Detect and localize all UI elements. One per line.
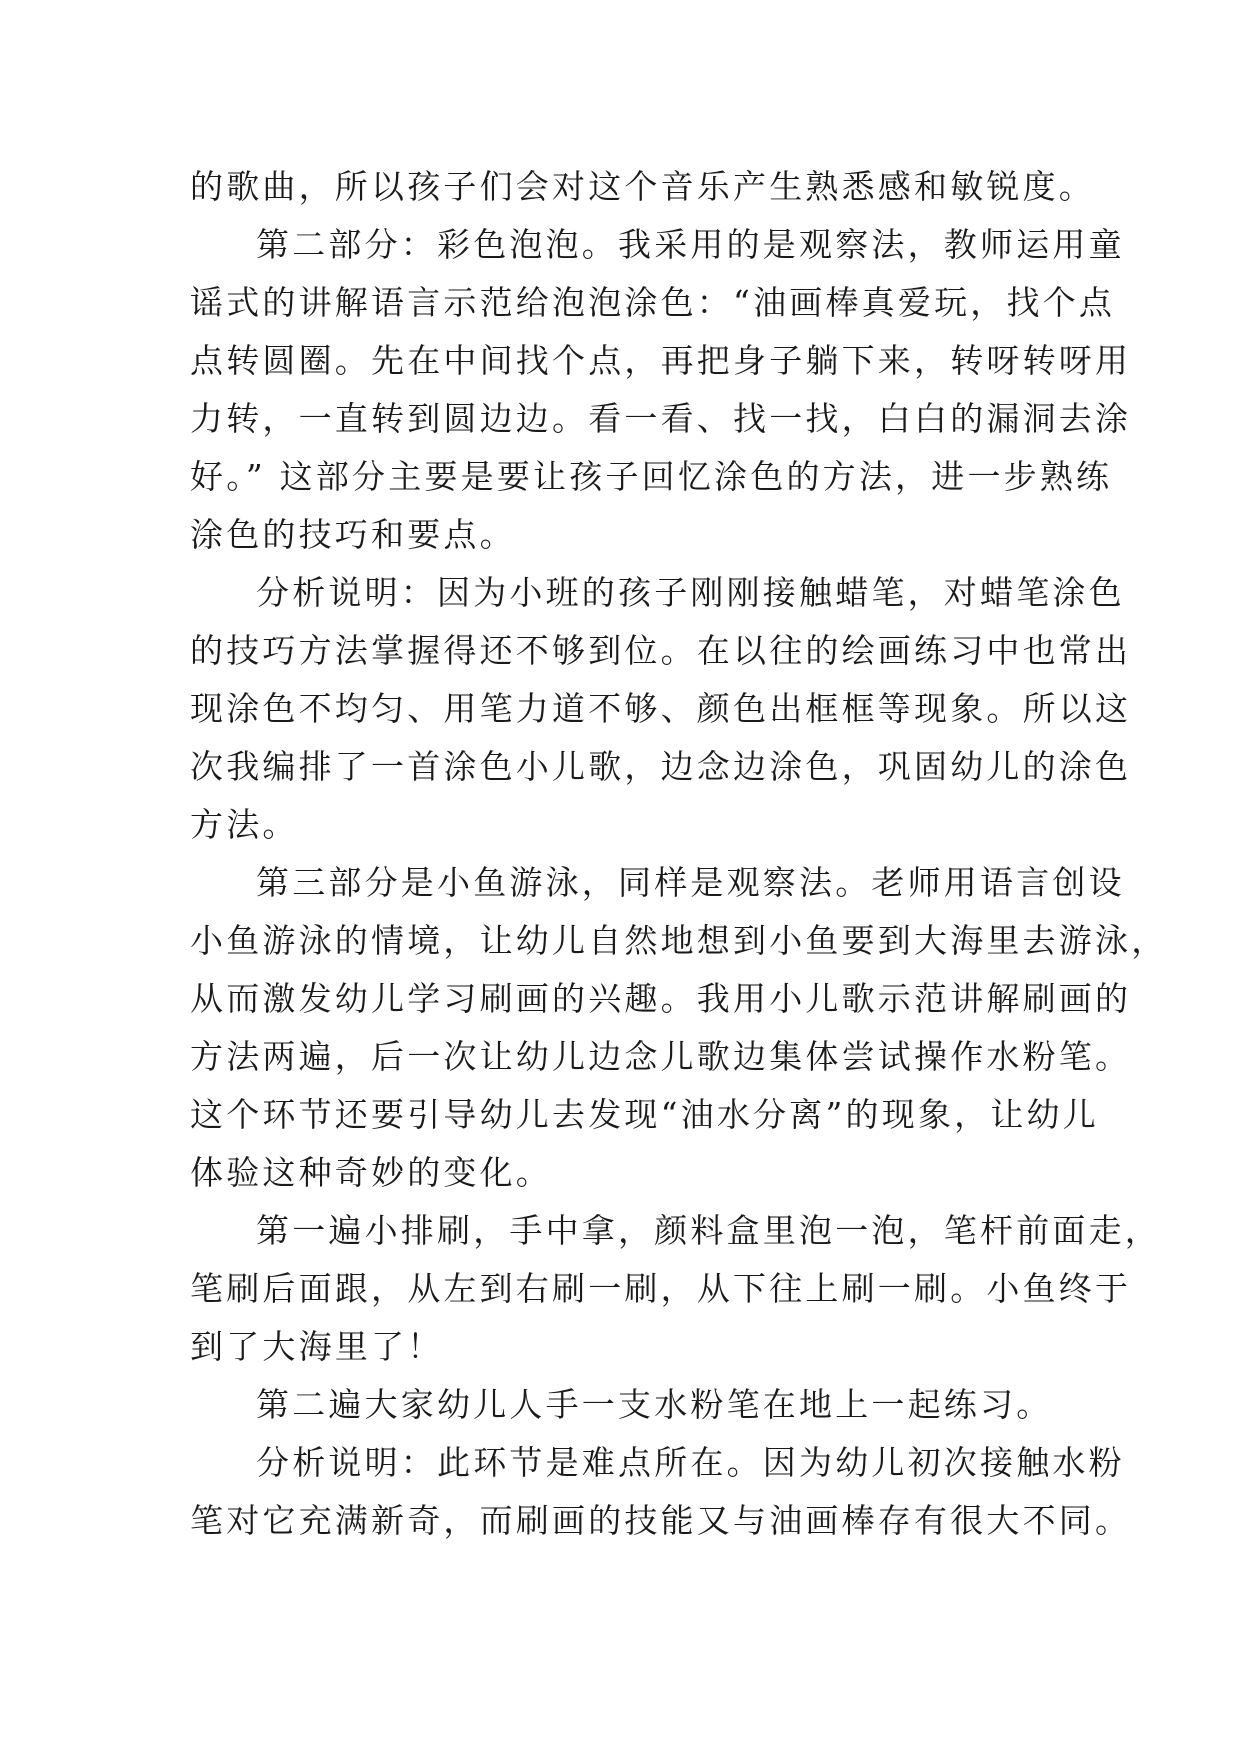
text-line: 这个环节还要引导幼儿去发现“油水分离”的现象，让幼儿: [190, 1095, 1099, 1134]
text-line: 次我编排了一首涂色小儿歌，边念边涂色，巩固幼儿的涂色: [190, 747, 1132, 786]
text-line: 涂色的技巧和要点。: [190, 515, 516, 554]
text-line: 谣式的讲解语言示范给泡泡涂色：“油画棒真爱玩，找个点: [190, 283, 1116, 322]
paragraph-start-line: 第三部分是小鱼游泳，同样是观察法。老师用语言创设: [256, 863, 1125, 902]
paragraph-start-line: 第二遍大家幼儿人手一支水粉笔在地上一起练习。: [256, 1385, 1053, 1424]
body-text: [190, 158, 1168, 1550]
text-line: 力转，一直转到圆边边。看一看、找一找，白白的漏洞去涂: [190, 399, 1132, 438]
text-line: 到了大海里了！: [190, 1327, 444, 1366]
text-line: 方法。: [190, 805, 299, 844]
paragraph-start-line: 分析说明：此环节是难点所在。因为幼儿初次接触水粉: [256, 1443, 1125, 1482]
text-line: 从而激发幼儿学习刷画的兴趣。我用小儿歌示范讲解刷画的: [190, 979, 1132, 1018]
text-line: 体验这种奇妙的变化。: [190, 1153, 552, 1192]
text-line: 笔对它充满新奇，而刷画的技能又与油画棒存有很大不同。: [190, 1501, 1132, 1540]
text-line: 小鱼游泳的情境，让幼儿自然地想到小鱼要到大海里去游泳，: [190, 921, 1168, 960]
text-line: 的歌曲，所以孩子们会对这个音乐产生熟悉感和敏锐度。: [190, 167, 1095, 206]
paragraph-start-line: 第二部分：彩色泡泡。我采用的是观察法，教师运用童: [256, 225, 1125, 264]
text-line: 点转圆圈。先在中间找个点，再把身子躺下来，转呀转呀用: [190, 341, 1132, 380]
paragraph-start-line: 第一遍小排刷，手中拿，颜料盒里泡一泡，笔杆前面走，: [256, 1211, 1161, 1250]
paragraph-start-line: 分析说明：因为小班的孩子刚刚接触蜡笔，对蜡笔涂色: [256, 573, 1125, 612]
text-line: 方法两遍，后一次让幼儿边念儿歌边集体尝试操作水粉笔。: [190, 1037, 1132, 1076]
text-line: 的技巧方法掌握得还不够到位。在以往的绘画练习中也常出: [190, 631, 1132, 670]
text-line: 笔刷后面跟，从左到右刷一刷，从下往上刷一刷。小鱼终于: [190, 1269, 1132, 1308]
text-line: 好。” 这部分主要是要让孩子回忆涂色的方法，进一步熟练: [190, 457, 1113, 496]
text-line: 现涂色不均匀、用笔力道不够、颜色出框框等现象。所以这: [190, 689, 1132, 728]
